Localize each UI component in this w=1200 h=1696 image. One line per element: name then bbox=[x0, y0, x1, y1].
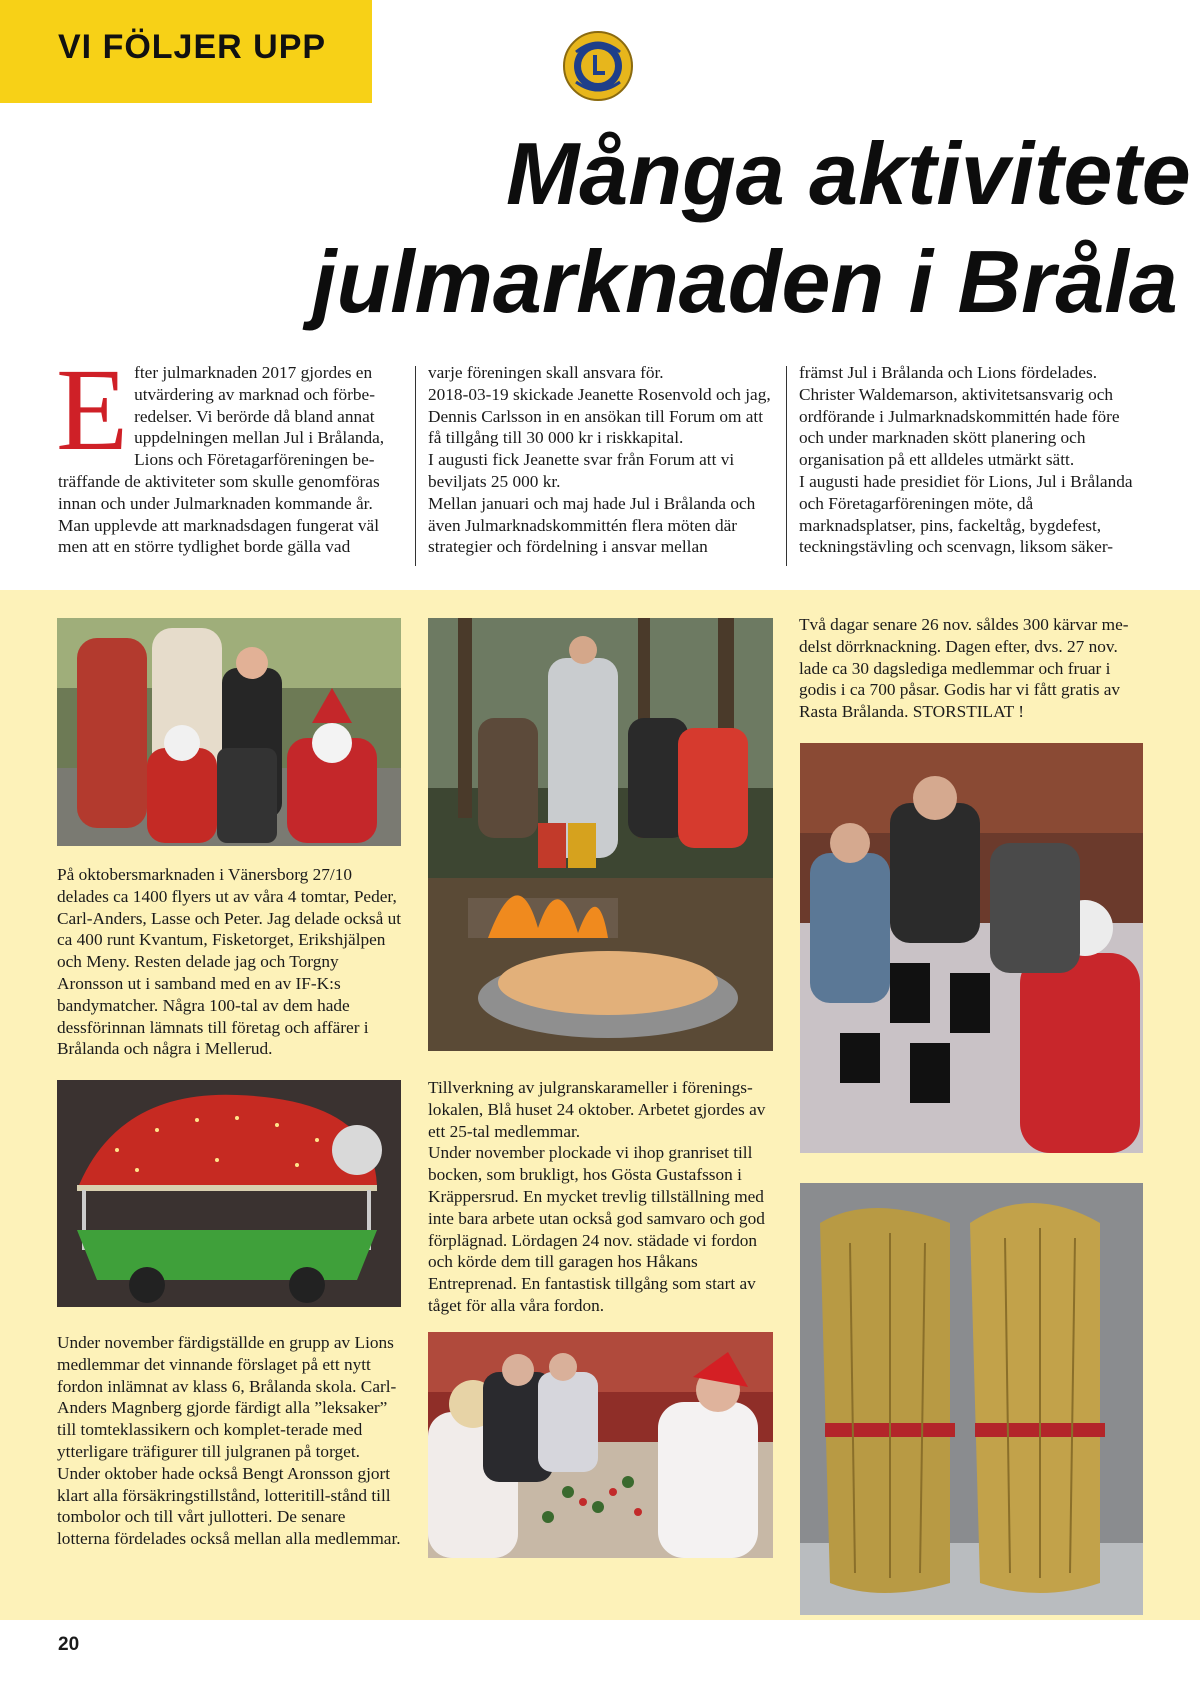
intro-col2-p2: 2018-03-19 skickade Jeanette Rosenvold och jag, Dennis Carlsson in en ansökan till Forum om att få tillgång till 30 000 kr i riskkapital. bbox=[428, 384, 771, 448]
doorknocking-paragraph: Två dagar senare 26 nov. såldes 300 kärvar me-delst dörrknackning. Dagen efter, dvs. 27 nov. lade ca 30 dagslediga medlemmar och fruar i godis i ca 700 påsar. Godis har vi fått gratis av Rasta Brålanda. STORSTILAT ! bbox=[799, 615, 1129, 722]
text-caramels-and-vehicles bbox=[428, 1077, 773, 1317]
intro-col2-p3: I augusti fick Jeanette svar från Forum att vi beviljats 25 000 kr. bbox=[428, 450, 735, 491]
headline-line-1: Många aktivitete bbox=[506, 124, 1191, 223]
text-doorknocking bbox=[799, 614, 1144, 723]
section-tab bbox=[0, 0, 372, 103]
intro-column-1 bbox=[56, 344, 403, 558]
drop-cap: E bbox=[56, 344, 129, 475]
vehicles-paragraph: Under november plockade vi ihop granriset till bocken, som brukligt, hos Gösta Gustafsson i Kräppersrud. En mycket trevlig tillställning med inte bara arbete utan också god samvaro och god förplägnad. Lördagen 24 nov. städade vi fordon och körde dem till garagen hos Håkans Entreprenad. En fantastisk tillgång som start av tåget för alla våra fordon. bbox=[428, 1143, 765, 1315]
intro-col2-p1: varje föreningen skall ansvara för. bbox=[428, 363, 664, 382]
headline-line-2: julmarknaden i Bråla bbox=[312, 232, 1178, 331]
section-label: VI FÖLJER UPP bbox=[58, 28, 327, 66]
intro-column-2 bbox=[428, 362, 773, 558]
text-new-vehicle bbox=[57, 1332, 402, 1550]
page-number: 20 bbox=[58, 1634, 80, 1655]
photo-oat-sheaves-icon bbox=[800, 1183, 1143, 1615]
caramels-paragraph: Tillverkning av julgranskarameller i förenings-lokalen, Blå huset 24 oktober. Arbetet gjordes av ett 25-tal medlemmar. bbox=[428, 1078, 766, 1141]
column-divider bbox=[786, 366, 787, 566]
photo-decorated-trailer-icon bbox=[57, 1080, 401, 1307]
photo-candy-packing-icon bbox=[800, 743, 1143, 1153]
photo-santas-group-icon bbox=[57, 618, 401, 846]
intro-col3-p2: I augusti hade presidiet för Lions, Jul i Brålanda och Företagarföreningen möte, då marknadsplatser, pins, fackeltåg, bygdefest, teckningstävling och scenvagn, liksom säker- bbox=[799, 471, 1133, 557]
lions-international-logo-icon bbox=[562, 30, 634, 102]
text-flyers bbox=[57, 864, 402, 1060]
intro-col3-p1: främst Jul i Brålanda och Lions fördelades. Christer Waldemarson, aktivitetsansvarig och ordförande i Julmarknadskommittén hade före och under marknaden skött planering och organisation på ett alldeles utmärkt sätt. bbox=[799, 363, 1120, 470]
photo-campfire-gathering-icon bbox=[428, 618, 773, 1051]
flyers-paragraph: På oktobersmarknaden i Vänersborg 27/10 delades ca 1400 flyers ut av våra 4 tomtar, Peder, Carl-Anders, Lasse och Peter. Jag delade också ut ca 400 runt Kvantum, Fisketorget, Erikshjälpen och Meny. Resten delade jag och Torgny Aronsson ut i samband med en av IF-K:s bandymatcher. Några 100-tal av dem hade dessförinnan lämnats till företag och affärer i Brålanda och några i Mellerud. bbox=[57, 865, 402, 1059]
intro-col2-p4: Mellan januari och maj hade Jul i Brålanda och även Julmarknadskommittén flera möten där strategier och fördelning i ansvar mellan bbox=[428, 493, 756, 557]
new-vehicle-paragraph: Under november färdigställde en grupp av Lions medlemmar det vinnande förslaget på ett nytt fordon inlämnat av klass 6, Brålanda skola. Carl-Anders Magnberg gjorde färdigt alla ”leksaker” till tomteklassikern och komplet-terade med ytterligare träfigurer till julgranen på torget. bbox=[57, 1333, 397, 1461]
intro-column-3 bbox=[799, 362, 1144, 558]
column-divider bbox=[415, 366, 416, 566]
intro-col1-text: fter julmarknaden 2017 gjordes en utvärdering av marknad och förbe-redelser. Vi berörde då bland annat uppdelningen mellan Jul i Brålanda, Lions och Företagarföreningen be-träffande de aktiviteter som skulle genomföras innan och under Julmarknaden kommande år. Man upplevde att marknadsdagen fungerat väl men att en större tydlighet borde gälla vad bbox=[58, 363, 385, 557]
photo-caramel-making-icon bbox=[428, 1332, 773, 1558]
permits-paragraph: Under oktober hade också Bengt Aronsson gjort klart alla försäkringstillstånd, lotteritill-stånd till tombolor och till vårt jullotteri. De senare lotterna fördelades också mellan alla medlemmar. bbox=[57, 1463, 401, 1549]
